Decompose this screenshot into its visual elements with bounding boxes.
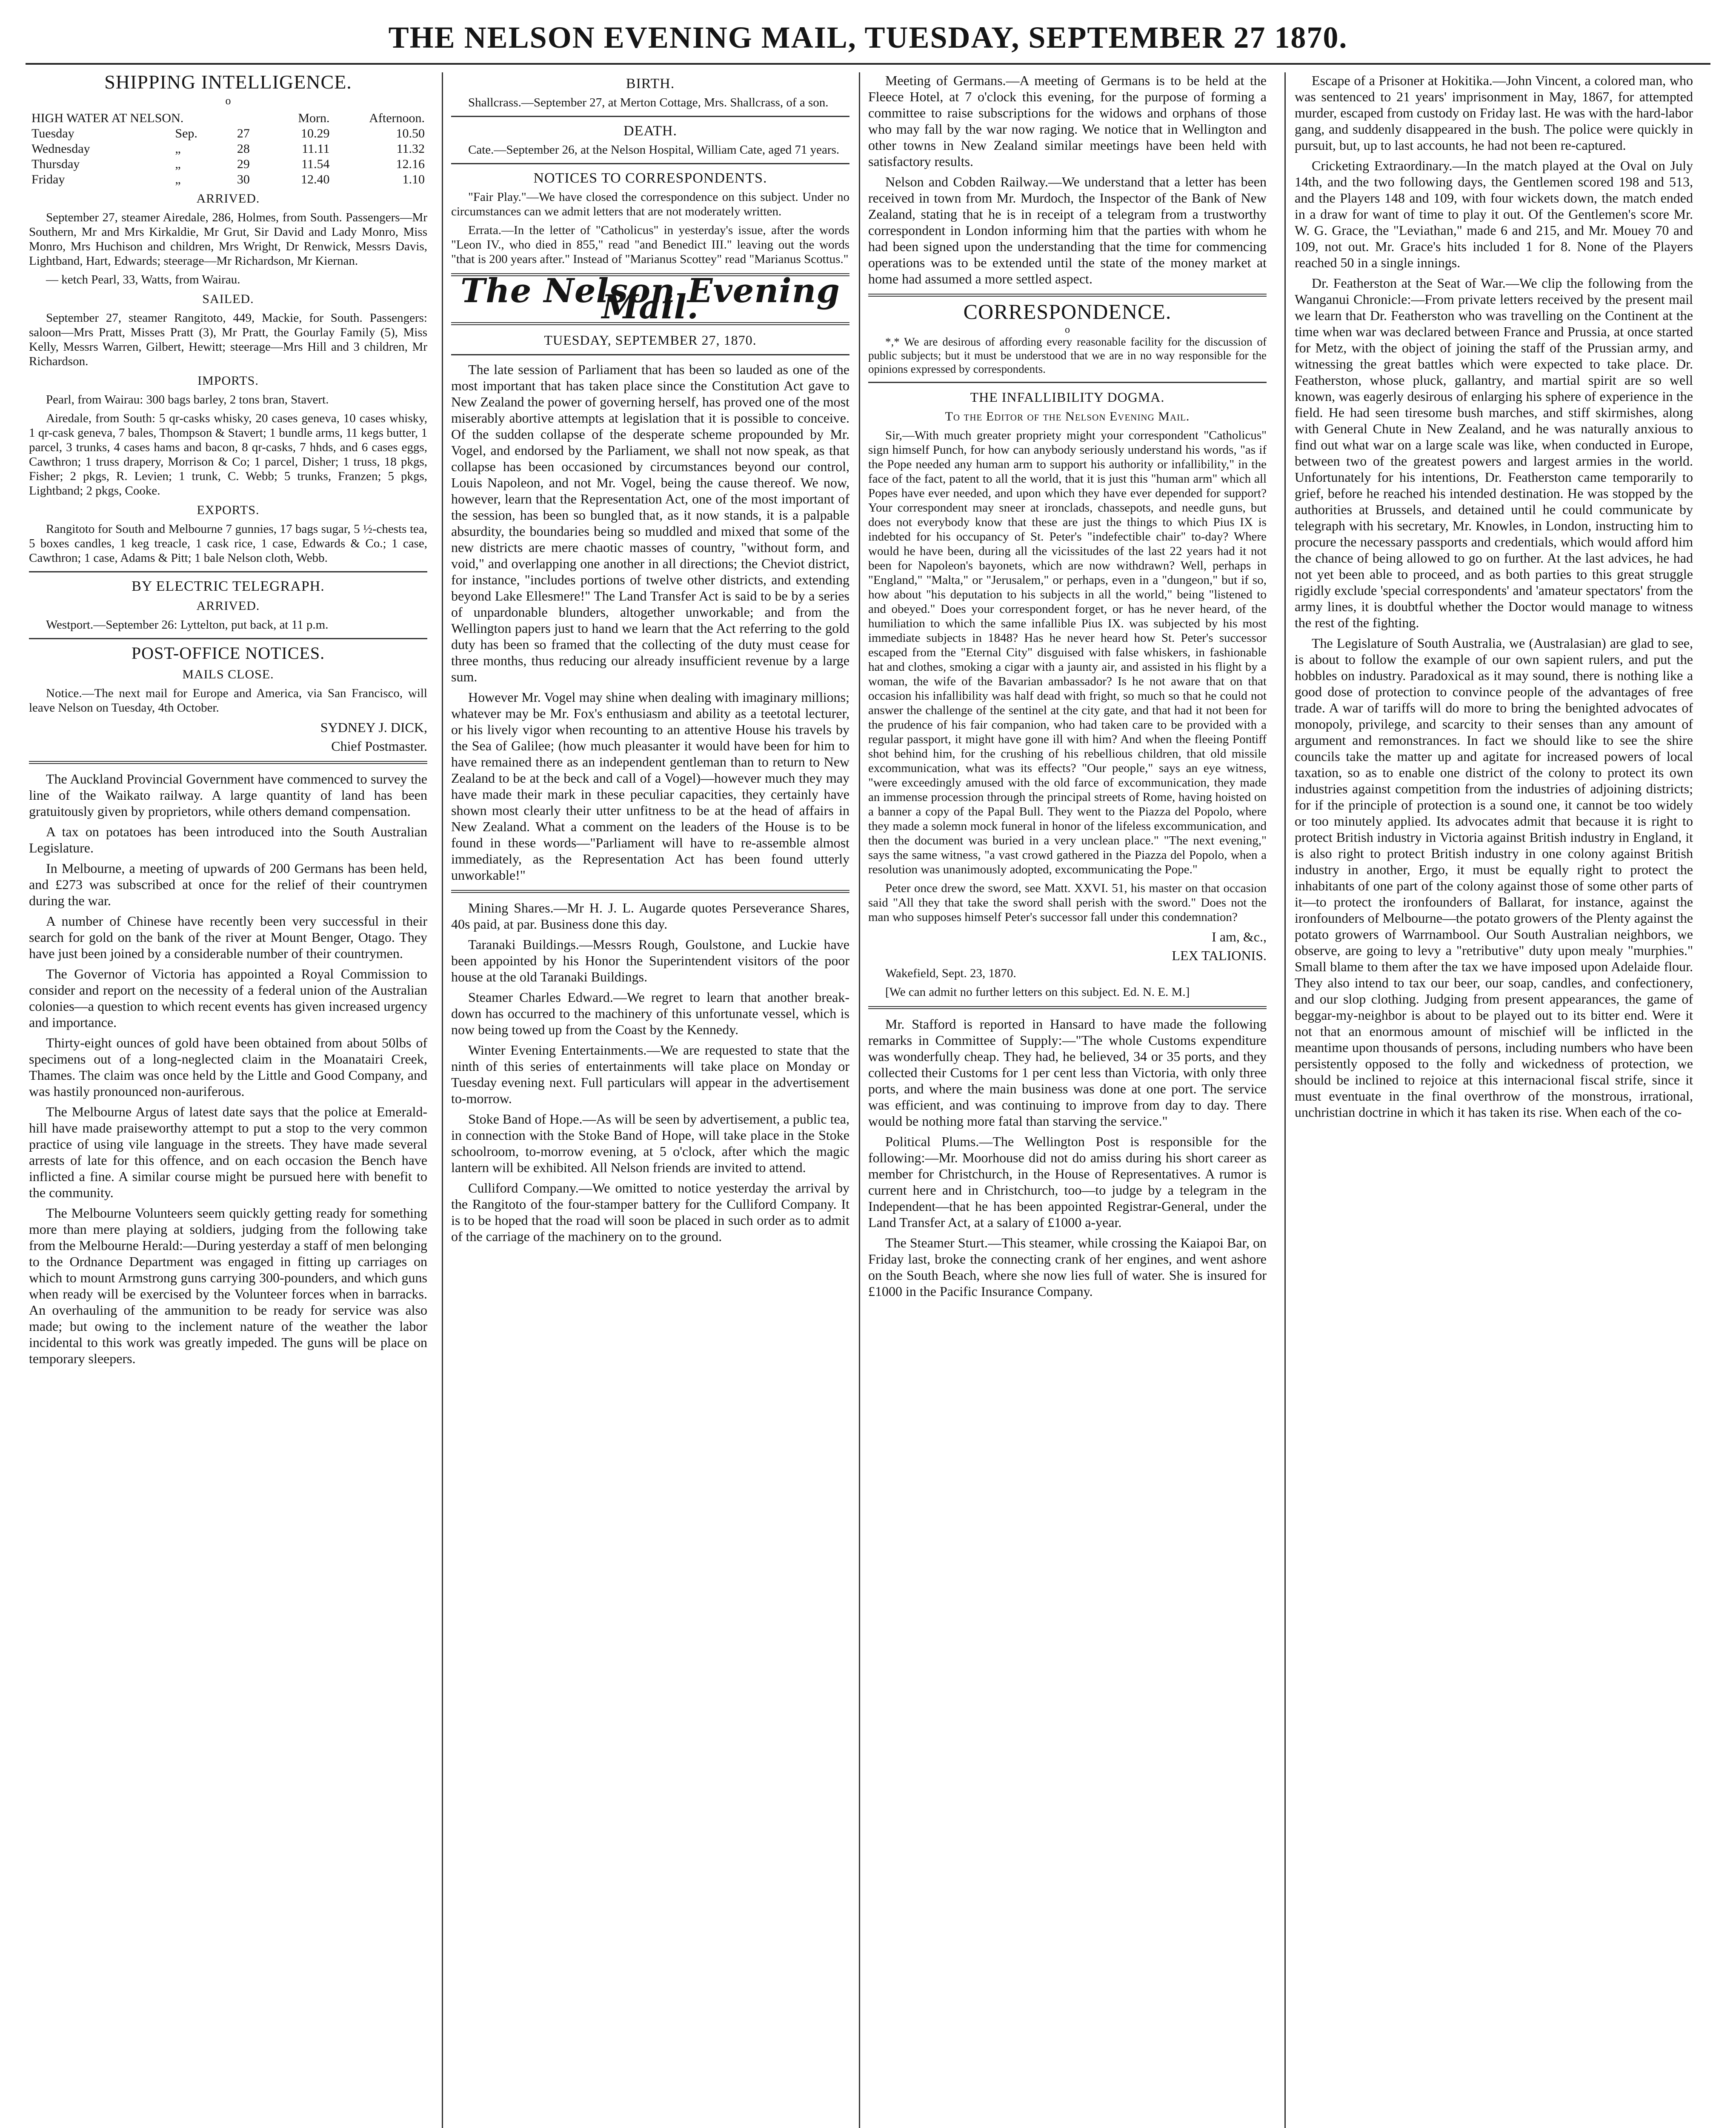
- letter-paragraph: Sir,—With much greater propriety might your correspondent "Catholicus" sign himself Punch, for how can anybody seriously understand his words, "as if the Pope needed any human arm to support his authority or infallibility," in the face of the fact, patent to all the world, that it is just this "human arm" which all Popes have ever needed, and upon which they have ever depended for support? Your correspondent may sneer at ironclads, chassepots, and needle guns, but does not everybody know that these are just the things to which Pius IX is indebted for his occupancy of St. Peter's "indefectible chair" to-day? Where would he have been, during all the vicissitudes of the last 22 years had it not been for Napoleon's bayonets, which are now withdrawn? Well, perhaps in "England," "Malta," or "Jerusalem," or perhaps, even in a "dungeon," but if so, how about "his deputation to his subjects in all the world," being "listened to and obeyed." Does your correspondent forget, or has he never heard, of the humiliation to which the same infallible Pius IX. was subjected by his most immediate subjects in 1848? Has he never heard how St. Peter's successor escaped from the "Eternal City" disguised with false whiskers, in fashionable hat and clothes, smoking a cigar with a jaunty air, and assisted in his flight by a woman, the wife of the Bavarian ambassador? Is he not aware that on that occasion his infallibility was half dead with fright, so much so that he could not answer the challenge of the sentinel at the city gate, and that had it not been for the prudence of his fair companion, who had taken care to be provided with a regular passport, it might have gone ill with him? And when the fleeing Pontiff shot behind him, for the crushing of his rebellious children, that old missile excommunication, what was its effects? "Our people," says an eye witness, "were exceedingly amused with the old farce of excommunication, they made an immense procession through the principal streets of Rome, having hoisted on a banner a copy of the Papal Bull. They went to the Piazza del Popolo, where they made a solemn mock funeral in honor of the lifeless excommunication, and then the document was buried in a very unclean place." "The next evening," says the same witness, "a vast crowd gathered in the Piazza del Popolo, when a resolution was unanimously adopted, excommunicating the Pope.": [868, 429, 1267, 876]
- errata-notice: Errata.—In the letter of "Catholicus" in yesterday's issue, after the words "Leon IV., who died in 855," read "and Benedict III." leaving out the words "that is 200 years after." Instead of "Marianus Scottey" read "Marianus Scottus.": [451, 223, 849, 266]
- news-item: Thirty-eight ounces of gold have been obtained from about 50lbs of specimens out of a long-neglected claim in the Moanatairi Creek, Thames. The claim was once held by the Little and Good Company, and was hastily pronounced non-auriferous.: [29, 1035, 427, 1099]
- editor-note: [We can admit no further letters on this subject. Ed. N. E. M.]: [885, 985, 1190, 999]
- news-item: Winter Evening Entertainments.—We are requested to state that the ninth of this series of entertainments will take place on Monday or Tuesday evening next. Full particulars will appear in the advertisement to-morrow.: [451, 1042, 849, 1106]
- arrived-heading: ARRIVED.: [196, 192, 260, 206]
- masthead: THE NELSON EVENING MAIL, TUESDAY, SEPTEMBER 27 1870.: [388, 20, 1348, 54]
- divider: [451, 354, 849, 355]
- mails-heading: MAILS CLOSE.: [182, 667, 274, 681]
- letter-signature: LEX TALIONIS.: [1172, 948, 1267, 963]
- divider: [868, 1006, 1267, 1009]
- news-item: The Steamer Sturt.—This steamer, while crossing the Kaiapoi Bar, on Friday last, broke the connecting crank of her engines, and went ashore on the South Beach, where she now lies full of water. She is insured for £1000 in the Pacific Insurance Company.: [868, 1235, 1267, 1299]
- column-3: [868, 72, 1267, 2128]
- news-item: The Auckland Provincial Government have commenced to survey the line of the Waikato railway. A large quantity of land has been gratuitously given by proprietors, while others demand compensation.: [29, 771, 427, 819]
- post-office-notice: Notice.—The next mail for Europe and America, via San Francisco, will leave Nelson on Tuesday, 4th October.: [29, 686, 427, 715]
- news-item: Meeting of Germans.—A meeting of Germans is to be held at the Fleece Hotel, at 7 o'clock this evening, for the purpose of forming a committee to raise subscriptions for the widows and orphans of those who may fall by the war now raging. We notice that in Wellington and other towns in New Zealand similar meetings have been held with satisfactory results.: [868, 73, 1267, 169]
- divider: [868, 294, 1267, 297]
- correspondents-heading: NOTICES TO CORRESPONDENTS.: [533, 170, 767, 186]
- news-item: Political Plums.—The Wellington Post is responsible for the following:—Mr. Moorhouse did not do amiss during his short career as member for Christchurch, in the House of Representatives. A rumor is current here and in Christchurch, too—to judge by a telegram in the Independent—that he has been appointed Registrar-General, under the Land Transfer Act, at a salary of £1000 a-year.: [868, 1134, 1267, 1230]
- telegraph-heading: BY ELECTRIC TELEGRAPH.: [132, 578, 325, 594]
- tide-header: HIGH WATER AT NELSON. Morn. Afternoon.: [31, 111, 425, 125]
- newspaper-title: The Nelson Evening Mail.: [460, 272, 840, 326]
- birth-heading: BIRTH.: [626, 76, 675, 92]
- news-item: Taranaki Buildings.—Messrs Rough, Goulstone, and Luckie have been appointed by his Honor the Superintendent visitors of the poor house at the old Taranaki Buildings.: [451, 937, 849, 984]
- ornament: o: [225, 94, 231, 107]
- divider: [29, 761, 427, 764]
- signature-title: Chief Postmaster.: [331, 738, 427, 754]
- leader-paragraph: The late session of Parliament that has been so lauded as one of the most important that has taken place since the Constitution Act gave to New Zealand the power of governing herself, has proved one of the most miserably abortive attempts at legislation that it is possible to conceive. Of the sudden collapse of the desperate scheme propounded by Mr. Vogel, and endorsed by the Parliament, we shall not now speak, as that collapse has been occasioned by circumstances beyond our control, Louis Napoleon, and not Mr. Vogel, being the cause thereof. We now, however, learn that the Representation Act, one of the most important of the session, has been so bungled that, as it now stands, it is a palpable absurdity, the boundaries being so muddled and mixed that some of the new districts are mere chaotic masses of country, "without form, and void," and overlapping one another in all directions; the Cheviot district, for instance, "includes portions of twelve other districts, and extending beyond Lake Ellesmere!" The Land Transfer Act is said to be by a series of unpardonable blunders, altogether unworkable; and from the Wellington papers just to hand we learn that the Act referring to the gold duty has been so framed that the collecting of the duty must cease for three months, thus reducing our already insufficient revenue by a large sum.: [451, 362, 849, 684]
- death-heading: DEATH.: [623, 123, 677, 139]
- tide-row: Tuesday Sep. 27 10.29 10.50: [31, 126, 425, 140]
- column-rule: [1284, 72, 1286, 2128]
- ornament: o: [1065, 324, 1070, 335]
- divider: [29, 638, 427, 639]
- news-item: Culliford Company.—We omitted to notice yesterday the arrival by the Rangitoto of the four-stamper battery for the Culliford Company. It is to be hoped that the road will soon be placed in such order as to admit of the carriage of the machinery on to the ground.: [451, 1180, 849, 1244]
- news-item: Steamer Charles Edward.—We regret to learn that another break-down has occurred to the machinery of this unfortunate vessel, which is now being towed up from the Coast by the Kennedy.: [451, 990, 849, 1037]
- news-item: Mr. Stafford is reported in Hansard to have made the following remarks in Committee of Supply:—"The whole Customs expenditure was wonderfully cheap. They had, he believed, 34 or 35 ports, and they collected their Customs for 1 per cent less than Victoria, with only three ports, and where the main business was done at one port. The service was efficient, and was continuing to improve from day to day. There would be nothing more fatal than starving the service.": [868, 1016, 1267, 1129]
- column-1: [29, 72, 427, 2128]
- telegraph-arrived-heading: ARRIVED.: [196, 599, 260, 613]
- column-rule: [442, 72, 443, 2128]
- dateline: TUESDAY, SEPTEMBER 27, 1870.: [544, 332, 757, 348]
- arrived-item: September 27, steamer Airedale, 286, Holmes, from South. Passengers—Mr Southern, Mr and Mrs Kirkaldie, Mr Grut, Sir David and Lady Monro, Miss Monro, Mrs Huchison and children, Mrs Wright, Dr Renwick, Messrs Davis, Lightband, Hart, Edwards; steerage—Mr Richardson, Mr Kiernan.: [29, 211, 427, 268]
- correspondence-heading: CORRESPONDENCE.: [963, 300, 1172, 323]
- imports-item: Pearl, from Wairau: 300 bags barley, 2 tons bran, Stavert.: [46, 393, 329, 406]
- column-4: [1295, 72, 1693, 2128]
- imports-item: Airedale, from South: 5 qr-casks whisky, 20 cases geneva, 10 cases whisky, 1 qr-cask geneva, 7 bales, Thompson & Stavert; 1 bundle arms, 11 kegs butter, 1 parcel, 3 trunks, 4 cases hams and bacon, 8 qr-casks, 7 hhds, and 6 cases eggs, Cawthron; 1 truss drapery, Morrison & Co; 1 parcel, Disher; 1 truss, 18 pkgs, Fisher; 2 pkgs, R. Levien; 1 trunk, C. Webb; 5 trunks, Franzen; 5 pkgs, Lightband; 2 pkgs, Cooke.: [29, 412, 427, 498]
- tide-table: [29, 111, 427, 187]
- masthead-rule: [26, 63, 1710, 65]
- post-office-heading: POST-OFFICE NOTICES.: [131, 644, 325, 663]
- divider: [29, 571, 427, 572]
- divider: [451, 116, 849, 117]
- exports-item: Rangitoto for South and Melbourne 7 gunnies, 17 bags sugar, 5 ½-chests tea, 5 boxes candles, 1 keg treacle, 1 cask rice, 1 case, Edwards & Co.; 1 case, Cawthron; 1 case, Adams & Pitt; 1 bale Nelson cloth, Webb.: [29, 522, 427, 565]
- exports-heading: EXPORTS.: [197, 503, 260, 517]
- signature: SYDNEY J. DICK,: [320, 720, 427, 735]
- news-item: A number of Chinese have recently been very successful in their search for gold on the bank of the river at Mount Benger, Otago. They have just been joined by a considerable number of their countrymen.: [29, 913, 427, 961]
- news-item: Dr. Featherston at the Seat of War.—We clip the following from the Wanganui Chronicle:—From private letters received by the present mail we learn that Dr. Featherston who was travelling on the Continent at the time when war was declared between France and Prussia, at once started for Metz, with the object of joining the staff of the Prussian army, and witnessing the great battles which were expected to take place. Dr. Featherston, whose pluck, gallantry, and martial spirit are so well known, was eagerly desirous of enlarging his sphere of experience in the field. He had seen tiresome bush marches, and stiff skirmishes, along with General Chute in New Zealand, and he was naturally anxious to find out what war on a large scale was like, when conducted in Europe, between two of the greatest powers and largest armies in the world. Unfortunately for his intentions, Dr. Featherston came temporarily to grief, before he reached his intended destination. He was stopped by the authorities at Brussels, and detained until he could communicate by telegraph with his secretary, Mr. Knowles, in London, instructing him to procure the necessary passports and credentials, which would afford him the chance of being allowed to go on further. At the last advices, he had not yet been able to proceed, and as both parties to this great struggle rigidly exclude 'special correspondents' and 'amateur spectators' from the army lines, it is doubtful whether the Doctor would manage to witness the rest of the fighting.: [1295, 275, 1693, 630]
- letter-place-date: Wakefield, Sept. 23, 1870.: [885, 967, 1016, 980]
- news-item: The Legislature of South Australia, we (Australasian) are glad to see, is about to follow the example of our own sapient rulers, and put the hobbles on industry. Paradoxical as it may sound, there is nothing like a good dose of protection to convince people of the advantages of free trade. A war of tariffs will do more to bring the benighted advocates of monopoly, privilege, and scarcity to their senses than any amount of argument and remonstrances. In fact we should like to see the shire councils take the matter up and agitate for increased powers of local taxation, so as to enable one district of the colony to protect its own industries against competition from the industries of adjoining districts; for if the principle of protection is a sound one, it cannot be too widely or too minutely applied. Its advocates admit that because it is right to protect British industry in Victoria against British industry in England, it is also right to protect British industry in one colony against British industry in another, Ergo, it must be equally right to protect the inhabitants of one part of the colony against those of some other parts of it—to protect the ironfounders of Ballarat, for instance, against the ironfounders of Melbourne—the potato growers of the Plenty against the potato growers of Warrnambool. Our South Australian neighbors, we observe, are going to levy a "retributive" duty upon mealy "murphies." Small blame to them after the tax we have imposed upon Adelaide flour. They also intend to tax our beer, our soap, candles, and confectionery, and our slop clothing. Judging from present appearances, the game of beggar-my-neighbor is about to be played out to its bitter end. Were it not that an enormous amount of mischief will be inflicted in the meantime upon thousands of persons, including numbers who have been persistently opposed to the folly and wickedness of protection, we should be inclined to rejoice at this internacional fiscal strife, since it must eventuate in the final overthrow of the monstrous, irrational, unchristian doctrine in which it has taken its rise. When each of the co-: [1295, 635, 1693, 1120]
- news-item: A tax on potatoes has been introduced into the South Australian Legislature.: [29, 824, 427, 855]
- column-rule: [859, 72, 860, 2128]
- letter-heading: THE INFALLIBILITY DOGMA.: [970, 389, 1165, 405]
- telegraph-item: Westport.—September 26: Lyttelton, put back, at 11 p.m.: [46, 618, 329, 632]
- tide-row: Friday „ 30 12.40 1.10: [31, 172, 425, 186]
- death-notice: Cate.—September 26, at the Nelson Hospital, William Cate, aged 71 years.: [468, 143, 840, 157]
- news-item: Nelson and Cobden Railway.—We understand that a letter has been received in town from Mr. Murdoch, the Inspector of the Bank of New Zealand, stating that he is in receipt of a telegram from a trustworthy correspondent in London informing him that the parties with whom he had been signed upon the understanding that the time for commencing operations was to be extended until the state of the money market at home had assumed a more settled aspect.: [868, 174, 1267, 286]
- arrived-item: — ketch Pearl, 33, Watts, from Wairau.: [46, 273, 240, 286]
- news-item: The Melbourne Argus of latest date says that the police at Emerald-hill have made praiseworthy attempt to put a stop to the very common practice of using vile language in the streets. They have made several arrests of late for this offence, and on each occasion the Bench have inflicted a fine. A similar course might be pursued here with benefit to the community.: [29, 1104, 427, 1200]
- tide-row: Wednesday „ 28 11.11 11.32: [31, 142, 425, 156]
- correspondence-note: *,* We are desirous of affording every reasonable facility for the discussion of public subjects; but it must be understood that we are in no way responsible for the opinions expressed by correspondents.: [868, 335, 1267, 375]
- news-item: Escape of a Prisoner at Hokitika.—John Vincent, a colored man, who was sentenced to 21 years' imprisonment in May, 1867, for attempted murder, escaped from custody on Friday last. He was with the hard-labor gang, and suddenly disappeared in the bush. The police were quickly in pursuit, but, up to last accounts, he had not been re-captured.: [1295, 73, 1693, 153]
- letter-closing: I am, &c.,: [1212, 929, 1267, 944]
- sailed-item: September 27, steamer Rangitoto, 449, Mackie, for South. Passengers: saloon—Mrs Pratt, Misses Pratt (3), Mr Pratt, the Gourlay Family (5), Miss Kelly, Messrs Warren, Gilbert, Hewitt; steerage—Mrs Hill and 3 children, Mr Richardson.: [29, 311, 427, 368]
- divider: [868, 382, 1267, 383]
- correspondents-notice: "Fair Play."—We have closed the correspondence on this subject. Under no circumstances can we admit letters that are not moderately written.: [451, 190, 849, 218]
- news-item: Stoke Band of Hope.—As will be seen by advertisement, a public tea, in connection with the Stoke Band of Hope, will take place in the Stoke schoolroom, to-morrow evening, at 5 o'clock, after which the magic lantern will be exhibited. All Nelson friends are invited to attend.: [451, 1111, 849, 1175]
- news-item: The Governor of Victoria has appointed a Royal Commission to consider and report on the necessity of a federal union of the Australian colonies—a question to which recent events has given increased urgency and importance.: [29, 966, 427, 1030]
- news-item: Cricketing Extraordinary.—In the match played at the Oval on July 14th, and the two following days, the Gentlemen scored 198 and 513, and the Players 148 and 109, with four wickets down, the match ended in a draw for want of time to play it out. Of the Gentlemen's score Mr. W. G. Grace, the "Leviathan," made 6 and 215, and Mr. Mouey 70 and 109, not out. Mr. Grace's hits included 1 for 8. None of the Players reached 50 in a single innings.: [1295, 158, 1693, 270]
- divider: [451, 890, 849, 893]
- letter-paragraph: Peter once drew the sword, see Matt. XXVI. 51, his master on that occasion said "All they that take the sword shall perish with the sword." Does not the man who supposes himself Peter's successor fall under this condemnation?: [868, 881, 1267, 924]
- news-item: Mining Shares.—Mr H. J. L. Augarde quotes Perseverance Shares, 40s paid, at par. Business done this day.: [451, 900, 849, 932]
- column-2: [451, 72, 849, 2128]
- birth-notice: Shallcrass.—September 27, at Merton Cottage, Mrs. Shallcrass, of a son.: [468, 96, 829, 109]
- letter-address: To the Editor of the Nelson Evening Mail.: [945, 409, 1190, 423]
- sailed-heading: SAILED.: [202, 292, 254, 306]
- shipping-heading: SHIPPING INTELLIGENCE.: [104, 72, 352, 93]
- imports-heading: IMPORTS.: [197, 374, 259, 388]
- divider: [451, 163, 849, 164]
- leader-paragraph: However Mr. Vogel may shine when dealing with imaginary millions; whatever may be Mr. Fox's enthusiasm and ability as a teetotal lecturer, or his lively vigor when recounting to an attentive House his travels by the Sea of Galilee; (how much pleasanter it would have been for him to have remained there as an independent gentleman than to return to New Zealand to be at the beck and call of a Vogel)—however much they may have made their mark in these peculiar capacities, they certainly have shown most clearly their utter unfitness to be at the head of affairs in New Zealand. What a comment on the leaders of the House is to be found in these words—"Parliament will have to re-assemble almost immediately, as the Representation Act has been found utterly unworkable!": [451, 689, 849, 883]
- news-item: In Melbourne, a meeting of upwards of 200 Germans has been held, and £273 was subscribed at once for the relief of their countrymen during the war.: [29, 861, 427, 908]
- news-item: The Melbourne Volunteers seem quickly getting ready for something more than mere playing at soldiers, judging from the following take from the Melbourne Herald:—During yesterday a staff of men belonging to the Ordnance Department was engaged in fitting up carriages on which to mount Armstrong guns carrying 300-pounders, and which guns when ready will be exercised by the Volunteer forces when in barracks. An overhauling of the ammunition to be ready for service was also made; but owing to the inclement nature of the weather the labor incidental to this work was greatly impeded. The guns will be place on temporary sleepers.: [29, 1205, 427, 1366]
- tide-row: Thursday „ 29 11.54 12.16: [31, 157, 425, 171]
